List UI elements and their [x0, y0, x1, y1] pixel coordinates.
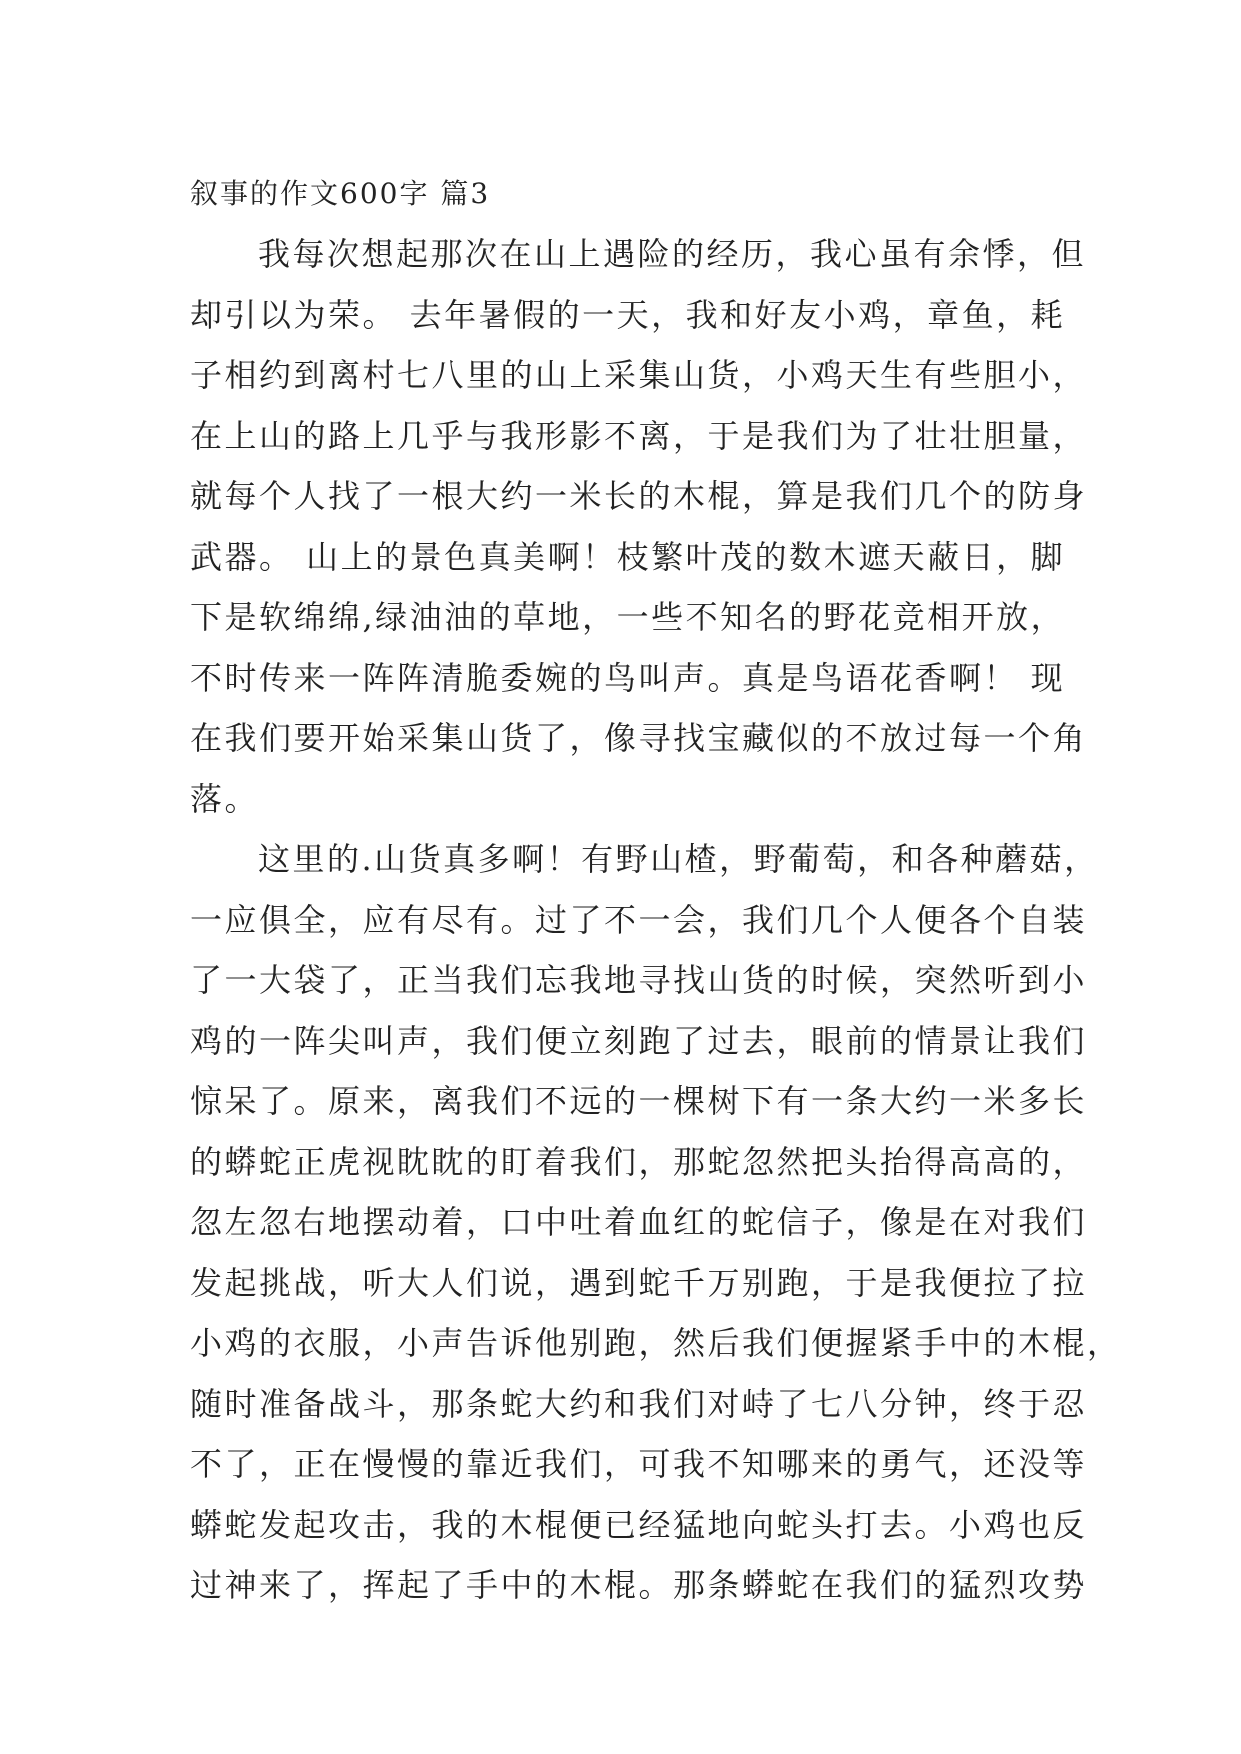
text-line: 落。: [190, 779, 260, 818]
text-line: 发起挑战，听大人们说，遇到蛇千万别跑，于是我便拉了拉: [190, 1263, 1088, 1302]
text-line: 小鸡的衣服，小声告诉他别跑，然后我们便握紧手中的木棍，: [190, 1324, 1122, 1362]
text-line: 不时传来一阵阵清脆委婉的鸟叫声。真是鸟语花香啊！ 现: [190, 658, 1066, 697]
text-line: 过神来了，挥起了手中的木棍。那条蟒蛇在我们的猛烈攻势: [190, 1566, 1088, 1604]
document-body: [190, 164, 1122, 1616]
text-line: 随时准备战斗，那条蛇大约和我们对峙了七八分钟，终于忍: [190, 1384, 1088, 1423]
text-line: 一应俱全，应有尽有。过了不一会，我们几个人便各个自装: [190, 900, 1088, 939]
text-line: 忽左忽右地摆动着，口中吐着血红的蛇信子，像是在对我们: [190, 1203, 1088, 1241]
text-line: 惊呆了。原来，离我们不远的一棵树下有一条大约一米多长: [190, 1082, 1088, 1120]
text-line: 不了，正在慢慢的靠近我们，可我不知哪来的勇气，还没等: [190, 1445, 1088, 1483]
text-line: 了一大袋了，正当我们忘我地寻找山货的时候，突然听到小: [190, 961, 1088, 999]
text-line: 子相约到离村七八里的山上采集山货，小鸡天生有些胆小，: [190, 356, 1088, 394]
text-line: 却引以为荣。 去年暑假的一天，我和好友小鸡，章鱼，耗: [190, 295, 1066, 334]
text-line: 蟒蛇发起攻击，我的木棍便已经猛地向蛇头打去。小鸡也反: [190, 1505, 1088, 1544]
text-line: 我每次想起那次在山上遇险的经历，我心虽有余悸，但: [258, 235, 1087, 273]
text-line: 这里的.山货真多啊！有野山楂，野葡萄，和各种蘑菇，: [258, 840, 1099, 878]
paragraph-2: [190, 829, 1122, 1616]
essay-title: 叙事的作文600字 篇3: [190, 177, 491, 210]
text-line: 武器。 山上的景色真美啊！枝繁叶茂的数木遮天蔽日，脚: [190, 537, 1066, 576]
text-line: 在我们要开始采集山货了，像寻找宝藏似的不放过每一个角: [190, 719, 1088, 757]
text-line: 下是软绵绵,绿油油的草地，一些不知名的野花竞相开放，: [190, 598, 1066, 636]
text-line: 在上山的路上几乎与我形影不离，于是我们为了壮壮胆量，: [190, 416, 1088, 455]
text-line: 鸡的一阵尖叫声，我们便立刻跑了过去，眼前的情景让我们: [190, 1021, 1088, 1060]
text-line: 的蟒蛇正虎视眈眈的盯着我们，那蛇忽然把头抬得高高的，: [190, 1142, 1088, 1181]
text-line: 就每个人找了一根大约一米长的木棍，算是我们几个的防身: [190, 477, 1088, 515]
paragraph-1: [190, 224, 1088, 829]
